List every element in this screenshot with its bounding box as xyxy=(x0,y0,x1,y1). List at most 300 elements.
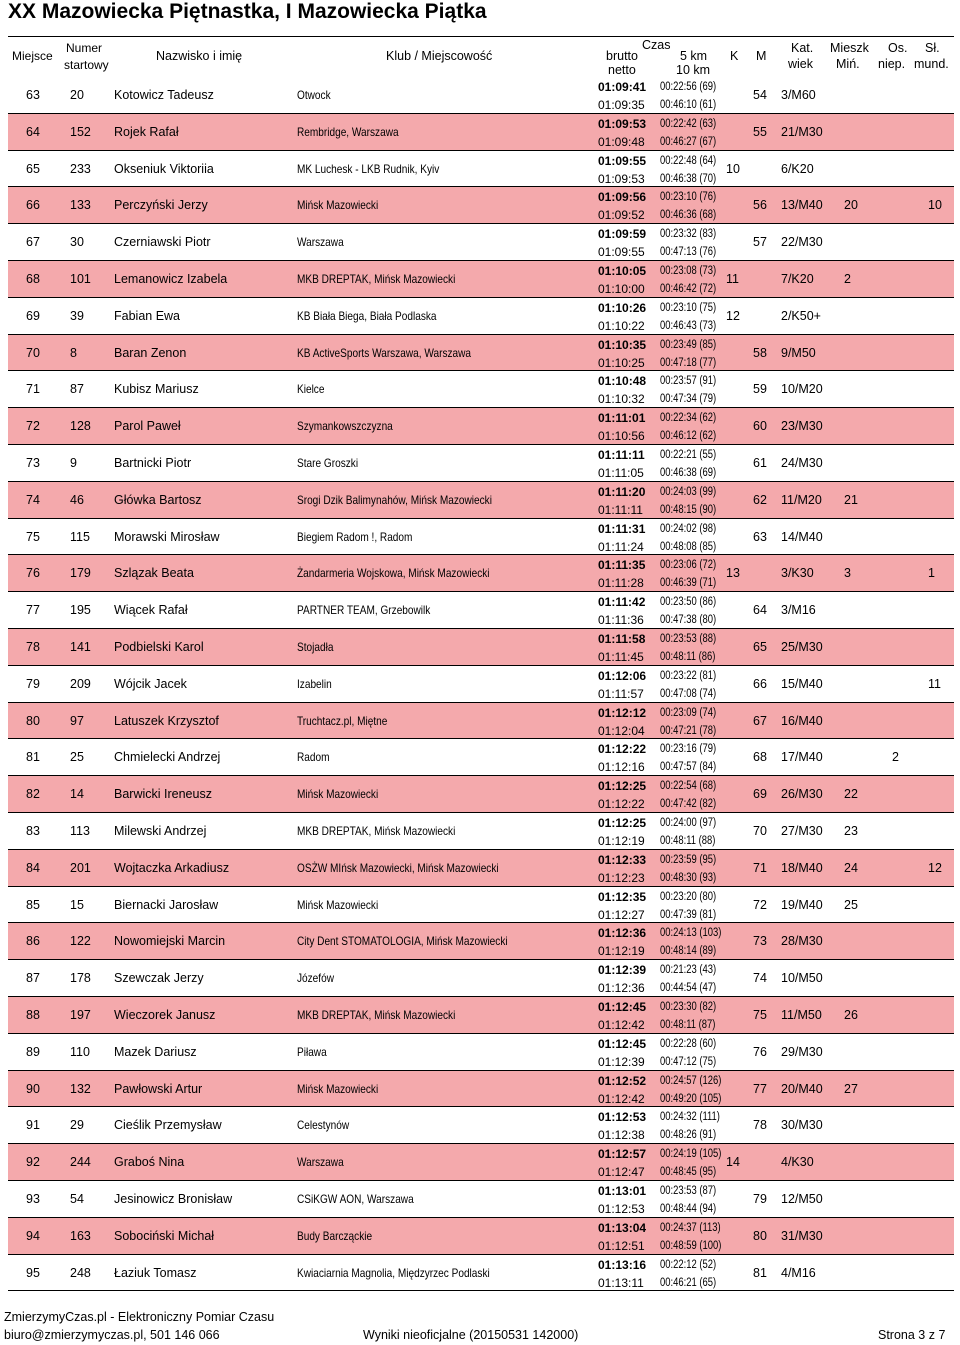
net-time-cell: 01:11:28 xyxy=(598,576,644,591)
male-place-cell: 58 xyxy=(753,345,767,360)
club-cell: Budy Barcząckie xyxy=(297,1228,373,1243)
split-10km-cell: 00:48:14 (89) xyxy=(660,945,717,958)
bib-number-cell: 133 xyxy=(70,198,91,213)
male-place-cell: 79 xyxy=(753,1192,767,1206)
club-cell: Kielce xyxy=(297,382,325,397)
gross-time-cell: 01:11:31 xyxy=(598,521,646,536)
club-cell: MKB DREPTAK, Mińsk Mazowiecki xyxy=(297,272,456,286)
net-time-cell: 01:12:19 xyxy=(598,944,645,959)
place-cell: 77 xyxy=(26,603,40,618)
place-cell: 86 xyxy=(26,934,40,949)
bib-number-cell: 39 xyxy=(70,308,84,323)
place-cell: 75 xyxy=(26,529,40,544)
place-cell: 92 xyxy=(26,1155,40,1170)
age-category-cell: 29/M30 xyxy=(781,1044,823,1059)
net-time-cell: 01:12:47 xyxy=(598,1165,645,1180)
club-cell: Celestynów xyxy=(297,1118,350,1133)
net-time-cell: 01:12:23 xyxy=(598,870,645,885)
header-startowy: startowy xyxy=(64,58,109,72)
net-time-cell: 01:12:42 xyxy=(598,1018,645,1032)
gross-time-cell: 01:09:41 xyxy=(598,80,647,94)
net-time-cell: 01:12:19 xyxy=(598,834,645,848)
male-place-cell: 55 xyxy=(753,124,767,139)
bib-number-cell: 244 xyxy=(70,1155,91,1170)
male-place-cell: 74 xyxy=(753,971,767,986)
place-cell: 73 xyxy=(26,456,40,470)
place-cell: 65 xyxy=(26,161,40,176)
bib-number-cell: 9 xyxy=(70,456,77,470)
place-cell: 71 xyxy=(26,382,40,397)
table-row xyxy=(8,850,954,887)
gross-time-cell: 01:12:36 xyxy=(598,926,647,941)
club-cell: Żandarmeria Wojskowa, Mińsk Mazowiecki xyxy=(297,566,490,581)
header-5km: 5 km xyxy=(680,49,708,63)
male-place-cell: 72 xyxy=(753,897,767,912)
bib-number-cell: 178 xyxy=(70,971,91,986)
header-10km: 10 km xyxy=(676,63,711,77)
runner-name-cell: Perczyński Jerzy xyxy=(114,198,208,213)
place-cell: 93 xyxy=(26,1192,40,1206)
bib-number-cell: 195 xyxy=(70,603,91,618)
split-5km-cell: 00:23:08 (73) xyxy=(660,265,717,277)
net-time-cell: 01:10:56 xyxy=(598,429,645,444)
net-time-cell: 01:11:24 xyxy=(598,539,644,554)
table-row xyxy=(8,666,954,703)
place-cell: 90 xyxy=(26,1081,40,1096)
club-cell: Radom xyxy=(297,750,330,765)
place-cell: 80 xyxy=(26,713,40,728)
place-cell: 94 xyxy=(26,1228,40,1243)
age-category-cell: 22/M30 xyxy=(781,235,823,250)
bib-number-cell: 15 xyxy=(70,897,84,912)
split-10km-cell: 00:47:39 (81) xyxy=(660,908,717,921)
split-10km-cell: 00:46:10 (61) xyxy=(660,99,717,111)
bib-number-cell: 20 xyxy=(70,88,84,102)
net-time-cell: 01:12:39 xyxy=(598,1054,645,1069)
split-5km-cell: 00:23:16 (79) xyxy=(660,743,717,756)
place-cell: 70 xyxy=(26,345,40,360)
split-10km-cell: 00:49:20 (105) xyxy=(660,1092,722,1105)
net-time-cell: 01:12:36 xyxy=(598,981,645,996)
age-category-cell: 11/M20 xyxy=(781,492,822,507)
split-10km-cell: 00:48:11 (87) xyxy=(660,1019,716,1031)
header-klub: Klub / Miejscowość xyxy=(386,49,493,63)
club-cell: Warszawa xyxy=(297,1155,344,1170)
male-place-cell: 64 xyxy=(753,603,767,618)
split-10km-cell: 00:47:21 (78) xyxy=(660,724,717,737)
split-10km-cell: 00:46:38 (70) xyxy=(660,172,717,185)
runner-name-cell: Jesinowicz Bronisław xyxy=(114,1192,233,1206)
split-5km-cell: 00:24:03 (99) xyxy=(660,485,717,498)
split-5km-cell: 00:23:20 (80) xyxy=(660,890,717,903)
place-cell: 91 xyxy=(26,1118,40,1133)
split-5km-cell: 00:23:53 (87) xyxy=(660,1185,717,1197)
split-10km-cell: 00:46:42 (72) xyxy=(660,283,717,295)
split-10km-cell: 00:47:42 (82) xyxy=(660,798,717,811)
runner-name-cell: Szewczak Jerzy xyxy=(114,971,204,986)
bib-number-cell: 30 xyxy=(70,235,84,250)
split-5km-cell: 00:24:02 (98) xyxy=(660,522,717,535)
split-10km-cell: 00:48:11 (88) xyxy=(660,835,716,847)
age-category-cell: 13/M40 xyxy=(781,198,823,213)
age-category-cell: 12/M50 xyxy=(781,1192,823,1206)
table-row xyxy=(8,1034,954,1071)
runner-name-cell: Graboś Nina xyxy=(114,1155,185,1170)
table-row xyxy=(8,703,954,740)
net-time-cell: 01:10:25 xyxy=(598,355,645,370)
male-place-cell: 77 xyxy=(753,1081,767,1096)
split-10km-cell: 00:46:27 (67) xyxy=(660,135,717,148)
club-cell: MKB DREPTAK, Mińsk Mazowiecki xyxy=(297,824,456,838)
gross-time-cell: 01:12:52 xyxy=(598,1073,647,1088)
net-time-cell: 01:09:53 xyxy=(598,171,645,186)
female-place-cell: 14 xyxy=(726,1155,740,1170)
minsk-resident-place-cell: 20 xyxy=(844,198,858,213)
male-place-cell: 68 xyxy=(753,750,767,765)
minsk-resident-place-cell: 26 xyxy=(844,1008,858,1022)
uniformed-services-place-cell: 11 xyxy=(928,676,941,691)
gross-time-cell: 01:12:45 xyxy=(598,1000,647,1014)
table-row xyxy=(8,1107,954,1144)
header-miejsce: Miejsce xyxy=(12,49,53,63)
net-time-cell: 01:10:00 xyxy=(598,282,645,296)
split-5km-cell: 00:21:23 (43) xyxy=(660,964,717,977)
header-nazwisko: Nazwisko i imię xyxy=(156,49,243,63)
split-10km-cell: 00:48:45 (95) xyxy=(660,1166,717,1179)
split-10km-cell: 00:47:38 (80) xyxy=(660,614,717,627)
table-row xyxy=(8,1144,954,1181)
male-place-cell: 60 xyxy=(753,419,767,434)
header-netto: netto xyxy=(608,63,636,77)
runner-name-cell: Podbielski Karol xyxy=(114,640,204,654)
club-cell: Kwiaciarnia Magnolia, Międzyrzec Podlaski xyxy=(297,1265,490,1280)
split-5km-cell: 00:22:42 (63) xyxy=(660,117,717,130)
split-5km-cell: 00:23:06 (72) xyxy=(660,559,717,572)
gross-time-cell: 01:13:16 xyxy=(598,1257,647,1272)
net-time-cell: 01:09:52 xyxy=(598,208,645,223)
split-10km-cell: 00:46:36 (68) xyxy=(660,209,717,222)
club-cell: Józefów xyxy=(297,971,334,986)
minsk-resident-place-cell: 2 xyxy=(844,272,851,286)
club-cell: Truchtacz.pl, Miętne xyxy=(297,713,388,728)
runner-name-cell: Pawłowski Artur xyxy=(114,1081,203,1096)
net-time-cell: 01:09:35 xyxy=(598,98,645,112)
male-place-cell: 70 xyxy=(753,824,767,838)
footer-contact: biuro@zmierzymyczas.pl, 501 146 066 xyxy=(4,1328,220,1342)
club-cell: Stojadła xyxy=(297,640,334,654)
age-category-cell: 3/M60 xyxy=(781,88,816,102)
age-category-cell: 23/M30 xyxy=(781,419,823,434)
age-category-cell: 14/M40 xyxy=(781,529,823,544)
split-5km-cell: 00:24:00 (97) xyxy=(660,817,717,829)
age-category-cell: 16/M40 xyxy=(781,713,823,728)
runner-name-cell: Biernacki Jarosław xyxy=(114,897,219,912)
table-row xyxy=(8,923,954,960)
table-row xyxy=(8,813,954,850)
age-category-cell: 24/M30 xyxy=(781,456,823,470)
female-place-cell: 13 xyxy=(726,566,740,581)
gross-time-cell: 01:12:22 xyxy=(598,742,647,757)
net-time-cell: 01:12:16 xyxy=(598,760,645,775)
place-cell: 87 xyxy=(26,971,40,986)
table-row xyxy=(8,960,954,997)
runner-name-cell: Fabian Ewa xyxy=(114,308,181,323)
header-m: M xyxy=(756,49,767,63)
header-min: Miń. xyxy=(836,57,860,71)
age-category-cell: 28/M30 xyxy=(781,934,823,949)
net-time-cell: 01:12:27 xyxy=(598,907,645,922)
male-place-cell: 61 xyxy=(753,456,767,470)
split-5km-cell: 00:23:10 (76) xyxy=(660,191,717,204)
bib-number-cell: 248 xyxy=(70,1265,91,1280)
footer-results-status: Wyniki nieoficjalne (20150531 142000) xyxy=(363,1328,579,1342)
age-category-cell: 4/M16 xyxy=(781,1265,816,1280)
age-category-cell: 2/K50+ xyxy=(781,308,821,323)
bib-number-cell: 115 xyxy=(70,529,90,544)
bib-number-cell: 54 xyxy=(70,1192,84,1206)
split-5km-cell: 00:24:19 (105) xyxy=(660,1148,722,1161)
split-10km-cell: 00:46:21 (65) xyxy=(660,1276,717,1289)
place-cell: 78 xyxy=(26,640,40,654)
split-5km-cell: 00:22:54 (68) xyxy=(660,780,717,793)
gross-time-cell: 01:11:01 xyxy=(598,411,646,426)
bib-number-cell: 46 xyxy=(70,492,84,507)
net-time-cell: 01:11:11 xyxy=(598,502,643,517)
runner-name-cell: Wiącek Rafał xyxy=(114,603,188,618)
male-place-cell: 62 xyxy=(753,492,767,507)
male-place-cell: 57 xyxy=(753,235,767,250)
age-category-cell: 20/M40 xyxy=(781,1081,823,1096)
bib-number-cell: 113 xyxy=(70,824,90,838)
disabled-place-cell: 2 xyxy=(892,750,899,765)
split-5km-cell: 00:22:12 (52) xyxy=(660,1258,717,1271)
runner-name-cell: Mazek Dariusz xyxy=(114,1044,197,1059)
runner-name-cell: Wójcik Jacek xyxy=(114,676,187,691)
uniformed-services-place-cell: 1 xyxy=(928,566,935,581)
split-5km-cell: 00:23:53 (88) xyxy=(660,633,717,645)
split-5km-cell: 00:24:13 (103) xyxy=(660,927,722,940)
club-cell: Izabelin xyxy=(297,676,332,691)
minsk-resident-place-cell: 25 xyxy=(844,897,858,912)
runner-name-cell: Sobociński Michał xyxy=(114,1228,215,1243)
gross-time-cell: 01:10:05 xyxy=(598,264,647,278)
place-cell: 82 xyxy=(26,787,40,802)
place-cell: 63 xyxy=(26,88,40,102)
bib-number-cell: 141 xyxy=(70,640,91,654)
male-place-cell: 67 xyxy=(753,713,767,728)
age-category-cell: 3/K30 xyxy=(781,566,814,581)
split-10km-cell: 00:46:12 (62) xyxy=(660,430,717,443)
net-time-cell: 01:09:48 xyxy=(598,134,645,149)
split-10km-cell: 00:47:18 (77) xyxy=(660,356,717,369)
net-time-cell: 01:10:32 xyxy=(598,392,645,407)
bib-number-cell: 152 xyxy=(70,124,91,139)
male-place-cell: 78 xyxy=(753,1118,767,1133)
female-place-cell: 10 xyxy=(726,161,740,176)
age-category-cell: 6/K20 xyxy=(781,161,814,176)
male-place-cell: 71 xyxy=(753,860,767,875)
club-cell: MK Luchesk - LKB Rudnik, Kyiv xyxy=(297,161,440,176)
gross-time-cell: 01:09:53 xyxy=(598,116,647,131)
gross-time-cell: 01:09:55 xyxy=(598,153,647,168)
footer-company: ZmierzymyCzas.pl - Elektroniczny Pomiar Czasu xyxy=(4,1310,275,1324)
bib-number-cell: 97 xyxy=(70,713,84,728)
table-header xyxy=(8,36,954,78)
split-10km-cell: 00:46:38 (69) xyxy=(660,467,717,479)
place-cell: 84 xyxy=(26,860,40,875)
table-row xyxy=(8,887,954,924)
bib-number-cell: 8 xyxy=(70,345,77,360)
runner-name-cell: Okseniuk Viktoriia xyxy=(114,161,214,176)
net-time-cell: 01:11:57 xyxy=(598,686,644,701)
club-cell: Stare Groszki xyxy=(297,456,359,470)
table-row xyxy=(8,1255,954,1292)
club-cell: Mińsk Mazowiecki xyxy=(297,1081,379,1096)
net-time-cell: 01:10:22 xyxy=(598,318,645,333)
runner-name-cell: Latuszek Krzysztof xyxy=(114,713,219,728)
place-cell: 81 xyxy=(26,750,40,765)
age-category-cell: 11/M50 xyxy=(781,1008,822,1022)
male-place-cell: 56 xyxy=(753,198,767,213)
male-place-cell: 66 xyxy=(753,676,767,691)
gross-time-cell: 01:12:53 xyxy=(598,1110,647,1125)
split-10km-cell: 00:48:59 (100) xyxy=(660,1239,722,1252)
header-os: Os. xyxy=(888,41,908,55)
place-cell: 85 xyxy=(26,897,40,912)
split-10km-cell: 00:47:57 (84) xyxy=(660,761,717,774)
table-row xyxy=(8,445,954,482)
club-cell: Warszawa xyxy=(297,235,344,250)
net-time-cell: 01:12:22 xyxy=(598,797,645,812)
gross-time-cell: 01:09:59 xyxy=(598,227,647,242)
split-5km-cell: 00:22:56 (69) xyxy=(660,81,717,93)
club-cell: MKB DREPTAK, Mińsk Mazowiecki xyxy=(297,1008,456,1022)
table-row xyxy=(8,408,954,445)
gross-time-cell: 01:11:58 xyxy=(598,632,646,646)
header-k: K xyxy=(730,49,739,63)
gross-time-cell: 01:10:26 xyxy=(598,300,647,315)
table-row xyxy=(8,482,954,519)
place-cell: 79 xyxy=(26,676,40,691)
gross-time-cell: 01:10:35 xyxy=(598,337,647,352)
header-czas: Czas xyxy=(642,38,671,52)
split-10km-cell: 00:48:26 (91) xyxy=(660,1129,717,1142)
club-cell: Biegiem Radom !, Radom xyxy=(297,529,413,544)
minsk-resident-place-cell: 21 xyxy=(844,492,858,507)
gross-time-cell: 01:10:48 xyxy=(598,374,647,389)
gross-time-cell: 01:13:01 xyxy=(598,1184,647,1198)
age-category-cell: 15/M40 xyxy=(781,676,823,691)
runner-name-cell: Bartnicki Piotr xyxy=(114,456,192,470)
runner-name-cell: Chmielecki Andrzej xyxy=(114,750,221,765)
place-cell: 88 xyxy=(26,1008,40,1022)
split-10km-cell: 00:48:08 (85) xyxy=(660,540,717,553)
gross-time-cell: 01:12:57 xyxy=(598,1147,647,1162)
place-cell: 66 xyxy=(26,198,40,213)
split-5km-cell: 00:23:32 (83) xyxy=(660,228,717,241)
header-mund: mund. xyxy=(914,57,949,71)
table-row xyxy=(8,371,954,408)
club-cell: KB ActiveSports Warszawa, Warszawa xyxy=(297,345,472,360)
runner-name-cell: Kubisz Mariusz xyxy=(114,382,199,397)
age-category-cell: 27/M30 xyxy=(781,824,823,838)
place-cell: 67 xyxy=(26,235,40,250)
male-place-cell: 69 xyxy=(753,787,767,802)
split-10km-cell: 00:47:34 (79) xyxy=(660,393,717,406)
place-cell: 74 xyxy=(26,492,40,507)
uniformed-services-place-cell: 10 xyxy=(928,198,942,213)
club-cell: Rembridge, Warszawa xyxy=(297,124,399,139)
gross-time-cell: 01:12:25 xyxy=(598,779,647,794)
bib-number-cell: 201 xyxy=(70,860,91,875)
bib-number-cell: 14 xyxy=(70,787,84,802)
runner-name-cell: Główka Bartosz xyxy=(114,492,202,507)
split-5km-cell: 00:23:10 (75) xyxy=(660,301,717,314)
runner-name-cell: Morawski Mirosław xyxy=(114,529,220,544)
club-cell: Mińsk Mazowiecki xyxy=(297,787,379,802)
age-category-cell: 10/M50 xyxy=(781,971,823,986)
club-cell: OSŻW MIńsk Mazowiecki, Mińsk Mazowiecki xyxy=(297,860,499,875)
bib-number-cell: 163 xyxy=(70,1228,91,1243)
club-cell: PARTNER TEAM, Grzebowilk xyxy=(297,603,431,618)
table-row xyxy=(8,77,954,114)
split-10km-cell: 00:47:13 (76) xyxy=(660,246,717,259)
minsk-resident-place-cell: 23 xyxy=(844,824,858,838)
age-category-cell: 19/M40 xyxy=(781,897,823,912)
results-table xyxy=(8,77,954,1290)
bib-number-cell: 110 xyxy=(70,1044,90,1059)
gross-time-cell: 01:11:35 xyxy=(598,558,646,573)
runner-name-cell: Wojtaczka Arkadiusz xyxy=(114,860,230,875)
split-10km-cell: 00:46:39 (71) xyxy=(660,577,717,590)
table-row xyxy=(8,1181,954,1218)
gross-time-cell: 01:12:25 xyxy=(598,816,647,830)
club-cell: KB Biała Biega, Biała Podlaska xyxy=(297,308,437,323)
place-cell: 83 xyxy=(26,824,40,838)
runner-name-cell: Baran Zenon xyxy=(114,345,187,360)
age-category-cell: 3/M16 xyxy=(781,603,816,618)
age-category-cell: 18/M40 xyxy=(781,860,823,875)
net-time-cell: 01:13:11 xyxy=(598,1275,644,1290)
runner-name-cell: Lemanowicz Izabela xyxy=(114,272,228,286)
runner-name-cell: Milewski Andrzej xyxy=(114,824,207,838)
bib-number-cell: 87 xyxy=(70,382,84,397)
net-time-cell: 01:12:51 xyxy=(598,1238,645,1253)
male-place-cell: 81 xyxy=(753,1265,767,1280)
age-category-cell: 25/M30 xyxy=(781,640,823,654)
net-time-cell: 01:09:55 xyxy=(598,245,645,260)
club-cell: City Dent STOMATOLOGIA, Mińsk Mazowiecki xyxy=(297,934,508,949)
age-category-cell: 17/M40 xyxy=(781,750,823,765)
net-time-cell: 01:12:04 xyxy=(598,723,645,738)
place-cell: 89 xyxy=(26,1044,40,1059)
gross-time-cell: 01:13:04 xyxy=(598,1220,647,1235)
club-cell: Otwock xyxy=(297,88,331,102)
net-time-cell: 01:12:38 xyxy=(598,1128,645,1143)
split-5km-cell: 00:23:49 (85) xyxy=(660,338,717,351)
age-category-cell: 30/M30 xyxy=(781,1118,823,1133)
split-10km-cell: 00:48:44 (94) xyxy=(660,1203,717,1215)
gross-time-cell: 01:12:39 xyxy=(598,963,647,978)
age-category-cell: 9/M50 xyxy=(781,345,816,360)
male-place-cell: 65 xyxy=(753,640,767,654)
male-place-cell: 73 xyxy=(753,934,767,949)
header-niep: niep. xyxy=(878,57,906,71)
split-5km-cell: 00:24:57 (126) xyxy=(660,1074,722,1087)
split-10km-cell: 00:47:12 (75) xyxy=(660,1055,717,1068)
bib-number-cell: 233 xyxy=(70,161,91,176)
bib-number-cell: 101 xyxy=(70,272,91,286)
